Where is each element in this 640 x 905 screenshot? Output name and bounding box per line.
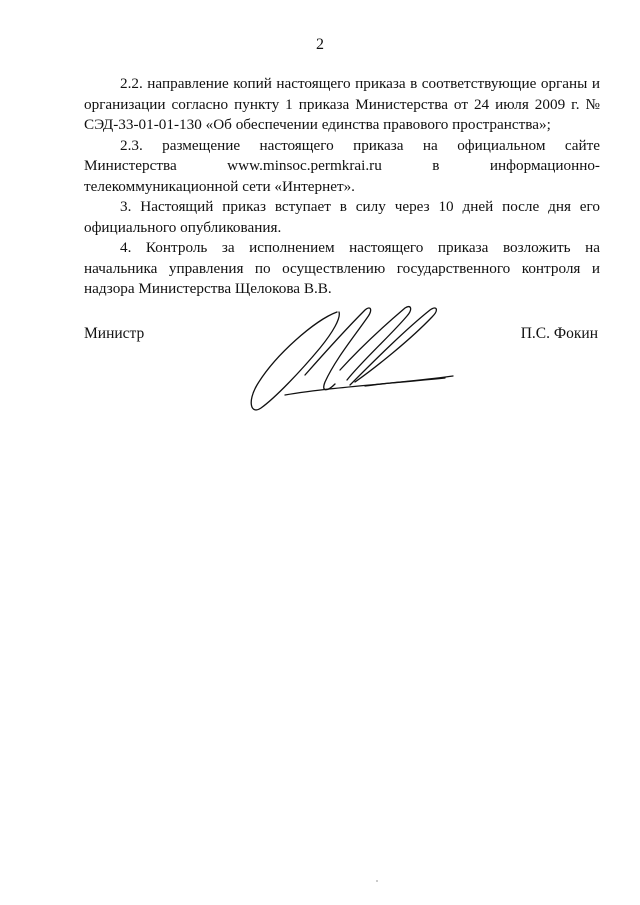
signatory-name: П.С. Фокин [520,325,598,342]
scan-speck [376,880,378,882]
page-number: 2 [316,36,324,53]
handwritten-signature [245,300,460,420]
signatory-title: Министр [84,325,145,342]
paragraph-3: 3. Настоящий приказ вступает в силу через 10 дней после дня его официального опубликования. [84,198,600,236]
paragraph-4: 4. Контроль за исполнением настоящего приказа возложить на начальника управления по осуществлению государственного контроля и надзора Министерства Щелокова В.В. [84,239,600,297]
paragraph-2-2: 2.2. направление копий настоящего приказа в соответствующие органы и организации согласно пункту 1 приказа Министерства от 24 июля 2009 г. № СЭД-33-01-01-130 «Об обеспечении единства правового пространства»; [84,75,600,133]
order-body [84,74,600,300]
paragraph-2-3: 2.3. размещение настоящего приказа на официальном сайте Министерства www.minsoc.permkrai.ru в информационно-телекоммуникационной сети «Интернет». [84,136,600,195]
